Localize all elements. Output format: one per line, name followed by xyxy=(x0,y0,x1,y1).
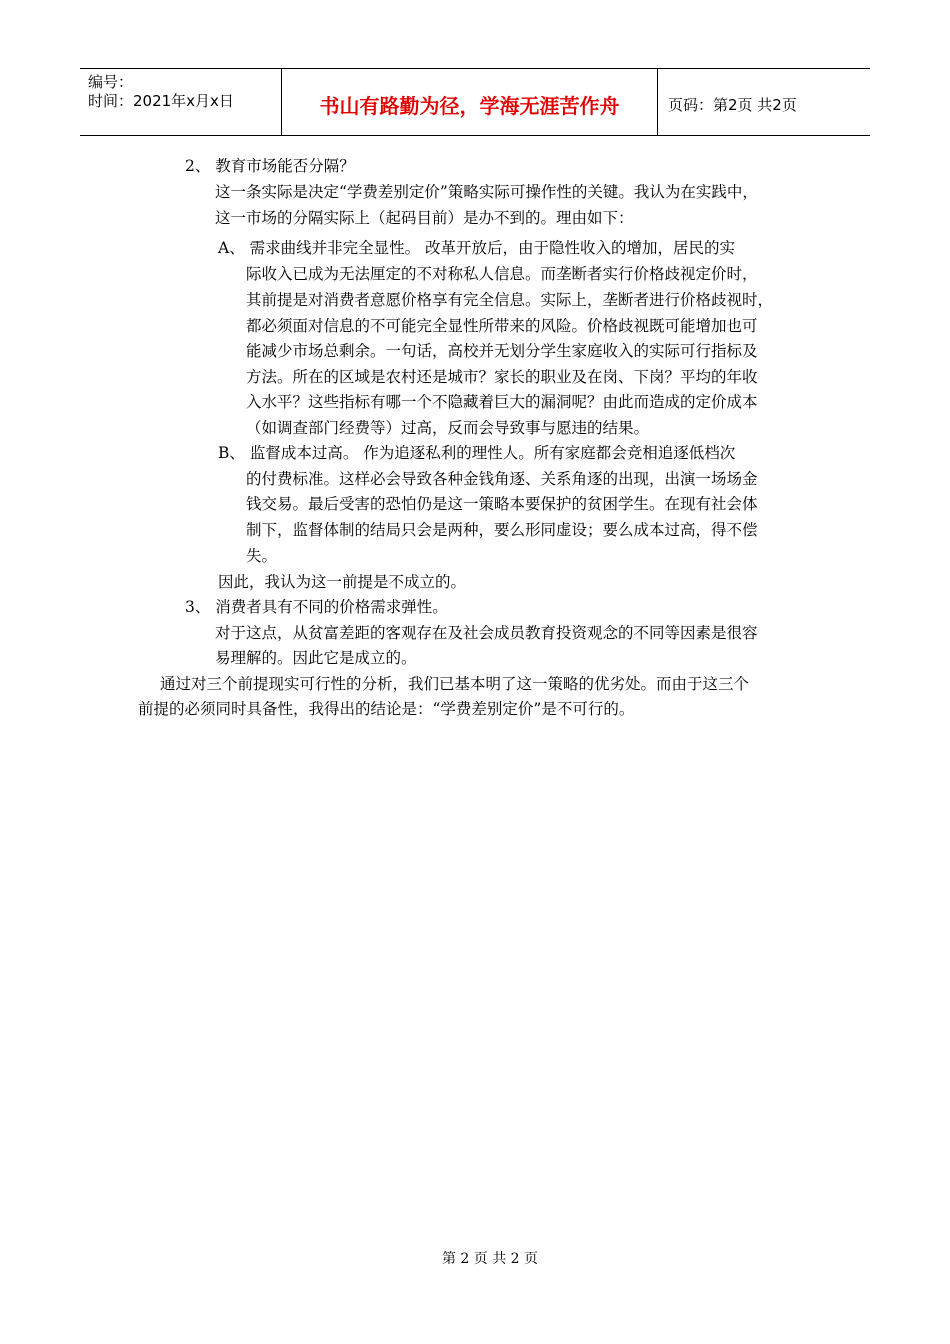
paragraph-line: 其前提是对消费者意愿价格享有完全信息。实际上，垄断者进行价格歧视时， xyxy=(246,291,774,309)
document-header xyxy=(80,68,870,136)
date-label: 时间：2021年x月x日 xyxy=(88,92,234,110)
section-heading-3: 3、 消费者具有不同的价格需求弹性。 xyxy=(185,598,448,616)
paragraph-line: 能减少市场总剩余。一句话，高校并无划分学生家庭收入的实际可行指标及 xyxy=(246,342,758,360)
header-meta-cell xyxy=(80,69,282,135)
paragraph-line: （如调查部门经费等）过高，反而会导致事与愿违的结果。 xyxy=(246,419,650,437)
page-footer: 第 2 页 共 2 页 xyxy=(441,1251,539,1267)
paragraph-line: 入水平？这些指标有哪一个不隐藏着巨大的漏洞呢？由此而造成的定价成本 xyxy=(246,393,758,411)
conclusion-line: 前提的必须同时具备性，我得出的结论是：“学费差别定价”是不可行的。 xyxy=(138,700,635,718)
paragraph-line: 对于这点，从贫富差距的客观存在及社会成员教育投资观念的不同等因素是很容 xyxy=(215,624,758,642)
paragraph-line: 易理解的。因此它是成立的。 xyxy=(215,649,417,667)
section-heading-2: 2、 教育市场能否分隔？ xyxy=(185,157,355,175)
paragraph-line: 制下，监督体制的结局只会是两种，要么形同虚设；要么成本过高，得不偿 xyxy=(246,521,758,539)
paragraph-line: 的付费标准。这样必会导致各种金钱角逐、关系角逐的出现，出演一场场金 xyxy=(246,470,758,488)
reason-b-line: B、 监督成本过高。 作为追逐私利的理性人。所有家庭都会竞相追逐低档次 xyxy=(218,444,736,462)
reason-a-line: A、 需求曲线并非完全显性。 改革开放后，由于隐性收入的增加，居民的实 xyxy=(218,239,736,257)
conclusion-line: 通过对三个前提现实可行性的分析，我们已基本明了这一策略的优劣处。而由于这三个 xyxy=(160,675,750,693)
header-motto: 书山有路勤为径，学海无涯苦作舟 xyxy=(282,69,658,135)
paragraph-line: 际收入已成为无法厘定的不对称私人信息。而垄断者实行价格歧视定价时， xyxy=(246,265,758,283)
paragraph-line: 钱交易。最后受害的恐怕仍是这一策略本要保护的贫困学生。在现有社会体 xyxy=(246,495,758,513)
header-page-info: 页码：第2页 共2页 xyxy=(668,95,797,114)
paragraph-line: 失。 xyxy=(246,547,278,565)
paragraph-line: 都必须面对信息的不可能完全显性所带来的风险。价格歧视既可能增加也可 xyxy=(246,317,758,335)
paragraph-line: 这一条实际是决定“学费差别定价”策略实际可操作性的关键。我认为在实践中， xyxy=(215,183,758,201)
paragraph-line: 这一市场的分隔实际上（起码目前）是办不到的。理由如下： xyxy=(215,209,634,227)
paragraph-line: 因此，我认为这一前提是不成立的。 xyxy=(218,573,467,591)
serial-number-label: 编号： xyxy=(88,73,134,91)
paragraph-line: 方法。所在的区域是农村还是城市？家长的职业及在岗、下岗？平均的年收 xyxy=(246,368,758,386)
